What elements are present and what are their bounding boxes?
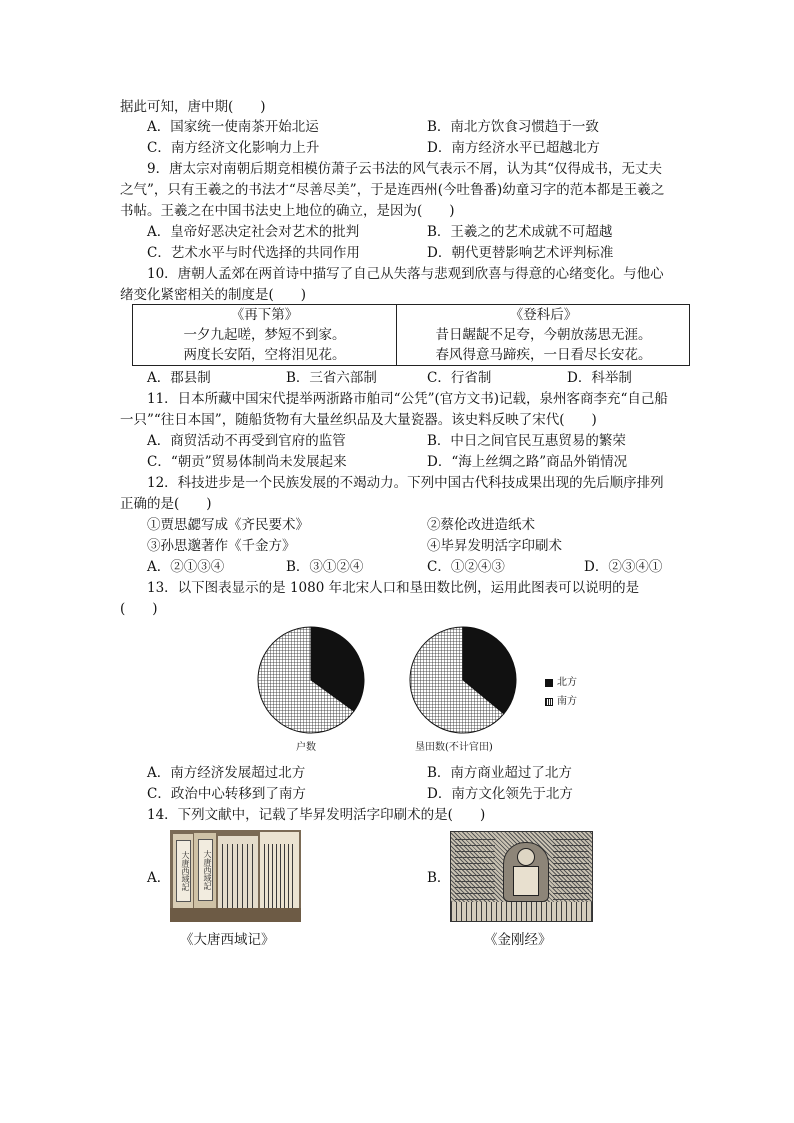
q12-item-3: ③孙思邈著作《千金方》 <box>147 538 296 554</box>
q9-stem-line1: 9．唐太宗对南朝后期竞相模仿萧子云书法的风气表示不屑，认为其“仅得成书，无丈夫 <box>147 161 662 177</box>
q12-item-4: ④毕昇发明活字印刷术 <box>427 538 562 554</box>
pie-households <box>258 627 364 733</box>
poem-left-title: 《再下第》 <box>230 307 299 323</box>
q9-option-a[interactable]: A．皇帝好恶决定社会对艺术的批判 <box>147 224 360 240</box>
legend-north-label: 北方 <box>557 677 577 688</box>
q13-stem-line2: ( ) <box>120 601 158 617</box>
print-photo-jingang-jing[interactable] <box>450 831 593 922</box>
q9-option-b[interactable]: B．王羲之的艺术成就不可超越 <box>427 224 613 240</box>
book-spine-label-1: 大唐西域記 <box>176 840 191 902</box>
pie1-caption: 户数 <box>296 742 316 753</box>
q12-stem-line1: 12．科技进步是一个民族发展的不竭动力。下列中国古代科技成果出现的先后顺序排列 <box>147 475 664 491</box>
q10-option-d[interactable]: D．科举制 <box>567 370 632 386</box>
q14-option-b-caption: 《金刚经》 <box>484 932 552 948</box>
q14-option-a-caption: 《大唐西域记》 <box>180 932 275 948</box>
poem-right-title: 《登科后》 <box>509 307 578 323</box>
q10-option-c[interactable]: C．行省制 <box>427 370 492 386</box>
poem-table <box>132 304 690 366</box>
q10-option-b[interactable]: B．三省六部制 <box>286 370 377 386</box>
q14-option-a-letter[interactable]: A． <box>147 870 171 886</box>
q11-option-b[interactable]: B．中日之间官民互惠贸易的繁荣 <box>427 433 626 449</box>
pie2-caption: 垦田数(不计官田) <box>415 742 493 753</box>
poem-left-line1: 一夕九起嗟，梦短不到家。 <box>183 327 346 343</box>
legend-north-swatch <box>545 679 553 687</box>
q9-stem-line2: 之气”，只有王羲之的书法才“尽善尽美”，于是连西州(今吐鲁番)幼童习字的范本都是王羲之 <box>120 182 665 198</box>
q8-option-d[interactable]: D．南方经济水平已超越北方 <box>427 140 600 156</box>
q13-option-c[interactable]: C．政治中心转移到了南方 <box>147 786 306 802</box>
q12-item-2: ②蔡伦改进造纸术 <box>427 517 535 533</box>
legend-south-label: 南方 <box>557 696 577 707</box>
q12-item-1: ①贾思勰写成《齐民要术》 <box>147 517 309 533</box>
q13-option-d[interactable]: D．南方文化领先于北方 <box>427 786 573 802</box>
q12-option-c[interactable]: C．①②④③ <box>427 559 505 575</box>
q10-option-a[interactable]: A．郡县制 <box>147 370 211 386</box>
q12-option-a[interactable]: A．②①③④ <box>147 559 225 575</box>
q8-stem: 据此可知，唐中期( ) <box>120 99 266 115</box>
q13-option-b[interactable]: B．南方商业超过了北方 <box>427 765 572 781</box>
q11-option-c[interactable]: C．“朝贡”贸易体制尚未发展起来 <box>147 454 347 470</box>
book-photo-datang-xiyuji[interactable] <box>170 830 301 922</box>
q10-stem-line2: 绪变化紧密相关的制度是( ) <box>120 287 307 303</box>
pie-farmland <box>410 627 516 733</box>
q9-option-c[interactable]: C．艺术水平与时代选择的共同作用 <box>147 245 360 261</box>
poem-right-line1: 昔日龌龊不足夸，今朝放荡思无涯。 <box>435 327 652 343</box>
poem-left-line2: 两度长安陌，空将泪见花。 <box>183 347 346 363</box>
q12-stem-line2: 正确的是( ) <box>120 496 212 512</box>
q11-option-d[interactable]: D．“海上丝绸之路”商品外销情况 <box>427 454 628 470</box>
q14-stem: 14．下列文献中，记载了毕昇发明活字印刷术的是( ) <box>147 807 486 823</box>
poem-right-line2: 春风得意马蹄疾，一日看尽长安花。 <box>435 347 652 363</box>
q8-option-b[interactable]: B．南北方饮食习惯趋于一致 <box>427 119 599 135</box>
q8-option-a[interactable]: A．国家统一使南茶开始北运 <box>147 119 319 135</box>
legend-south-swatch <box>545 698 553 706</box>
q8-option-c[interactable]: C．南方经济文化影响力上升 <box>147 140 320 156</box>
q14-option-b-letter[interactable]: B． <box>427 870 451 886</box>
book-spine-label-2: 大唐西域記 <box>198 839 213 901</box>
q10-stem-line1: 10．唐朝人孟郊在两首诗中描写了自己从失落与悲观到欣喜与得意的心绪变化。与他心 <box>147 266 664 282</box>
q11-stem-line1: 11．日本所藏中国宋代提举两浙路市舶司“公凭”(官方文书)记载，泉州客商李充“自己船 <box>147 391 668 407</box>
q12-option-d[interactable]: D．②③④① <box>584 559 663 575</box>
q13-stem-line1: 13．以下图表显示的是 1080 年北宋人口和垦田数比例，运用此图表可以说明的是 <box>147 580 640 596</box>
q9-option-d[interactable]: D．朝代更替影响艺术评判标准 <box>427 245 614 261</box>
q13-option-a[interactable]: A．南方经济发展超过北方 <box>147 765 306 781</box>
q11-option-a[interactable]: A．商贸活动不再受到官府的监管 <box>147 433 346 449</box>
q11-stem-line2: 一只”“往日本国”，随船货物有大量丝织品及大量瓷器。该史料反映了宋代( ) <box>120 412 597 428</box>
pie-charts <box>0 620 794 770</box>
q9-stem-line3: 书帖。王羲之在中国书法史上地位的确立，是因为( ) <box>120 203 455 219</box>
q12-option-b[interactable]: B．③①②④ <box>286 559 364 575</box>
